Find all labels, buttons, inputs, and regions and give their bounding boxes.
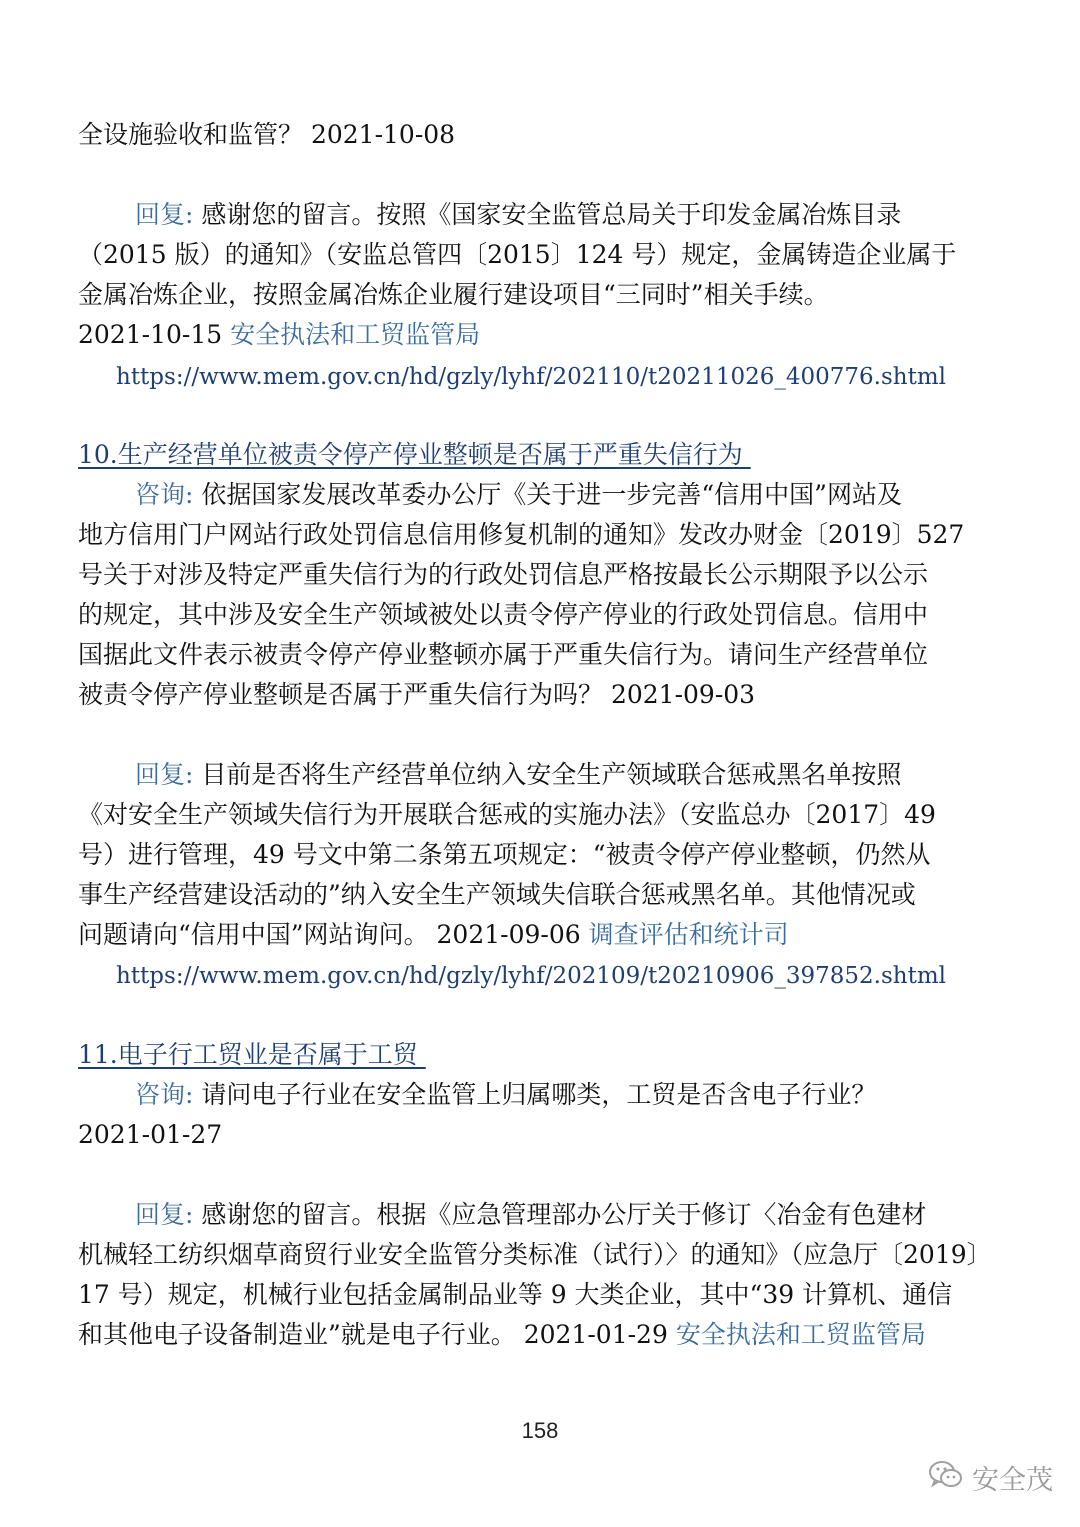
reply-date-line xyxy=(78,917,1008,953)
question-heading-10[interactable]: 10.生产经营单位被责令停产停业整顿是否属于严重失信行为 xyxy=(78,440,751,469)
reply-line: 17 号）规定，机械行业包括金属制品业等 9 大类企业，其中“39 计算机、通信 xyxy=(78,1280,953,1309)
reply-line: 事生产经营建设活动的”纳入安全生产领域失信联合惩戒黑名单。其他情况或 xyxy=(78,880,916,909)
ask-text: 依据国家发展改革委办公厅《关于进一步完善“信用中国”网站及 xyxy=(193,480,902,509)
reply-text: 感谢您的留言。按照《国家安全监管总局关于印发金属冶炼目录 xyxy=(193,200,902,229)
ask-text: 请问电子行业在安全监管上归属哪类，工贸是否含电子行业？ xyxy=(193,1080,877,1109)
reply-text: 问题请向“信用中国”网站询问。 2021-09-06 xyxy=(78,920,589,949)
page-number: 158 xyxy=(521,1418,559,1443)
ask-line: 国据此文件表示被责令停产停业整顿亦属于严重失信行为。请问生产经营单位 xyxy=(78,640,929,669)
reply-label: 回复: xyxy=(135,1200,194,1229)
ask-line: 的规定，其中涉及安全生产领域被处以责令停产停业的行政处罚信息。信用中 xyxy=(78,600,929,629)
reply-date-line xyxy=(78,317,1008,353)
reply-line: （2015 版）的通知》（安监总管四〔2015〕124 号）规定，金属铸造企业属于 xyxy=(78,240,957,269)
ask-date: 2021-01-27 xyxy=(78,1120,223,1149)
reply-text: 目前是否将生产经营单位纳入安全生产领域联合惩戒黑名单按照 xyxy=(193,760,902,789)
ask-line xyxy=(135,1077,1065,1113)
reply-department: 调查评估和统计司 xyxy=(588,920,789,949)
reply-date: 2021-10-15 xyxy=(78,320,231,349)
wechat-icon xyxy=(928,1459,964,1495)
ask-line: 地方信用门户网站行政处罚信息信用修复机制的通知》发改办财金〔2019〕527 xyxy=(78,520,965,549)
reply-line: 《对安全生产领域失信行为开展联合惩戒的实施办法》（安监总办〔2017〕49 xyxy=(78,800,936,829)
reply-line xyxy=(135,1197,1065,1233)
reply-department: 安全执法和工贸监管局 xyxy=(675,1320,926,1349)
reply-department: 安全执法和工贸监管局 xyxy=(230,320,481,349)
reply-text: 感谢您的留言。根据《应急管理部办公厅关于修订〈冶金有色建材 xyxy=(193,1200,927,1229)
reply-date-line xyxy=(78,1317,1008,1353)
ask-label: 咨询: xyxy=(135,480,194,509)
reply-label: 回复: xyxy=(135,200,194,229)
reply-line: 金属冶炼企业，按照金属冶炼企业履行建设项目“三同时”相关手续。 xyxy=(78,280,829,309)
reply-text: 和其他电子设备制造业”就是电子行业。 2021-01-29 xyxy=(78,1320,676,1349)
reply-line xyxy=(135,197,1065,233)
ask-line: 号关于对涉及特定严重失信行为的行政处罚信息严格按最长公示期限予以公示 xyxy=(78,560,929,589)
source-link[interactable]: https://www.mem.gov.cn/hd/gzly/lyhf/202110/t20211026_400776.shtml xyxy=(116,364,946,390)
watermark xyxy=(928,1455,1053,1499)
reply-line xyxy=(135,757,1065,793)
reply-line: 机械轻工纺织烟草商贸行业安全监管分类标准（试行）〉的通知》（应急厅〔2019〕 xyxy=(78,1240,992,1269)
reply-label: 回复: xyxy=(135,760,194,789)
source-link[interactable]: https://www.mem.gov.cn/hd/gzly/lyhf/202109/t20210906_397852.shtml xyxy=(116,963,946,989)
ask-line xyxy=(135,477,1065,513)
question-tail: 全设施验收和监管？ 2021-10-08 xyxy=(78,120,456,149)
ask-line: 被责令停产停业整顿是否属于严重失信行为吗？ 2021-09-03 xyxy=(78,680,756,709)
reply-line: 号）进行管理，49 号文中第二条第五项规定：“被责令停产停业整顿，仍然从 xyxy=(78,840,931,869)
ask-label: 咨询: xyxy=(135,1080,194,1109)
watermark-text: 安全茂 xyxy=(972,1464,1053,1496)
question-heading-11[interactable]: 11.电子行工贸业是否属于工贸 xyxy=(78,1040,426,1069)
